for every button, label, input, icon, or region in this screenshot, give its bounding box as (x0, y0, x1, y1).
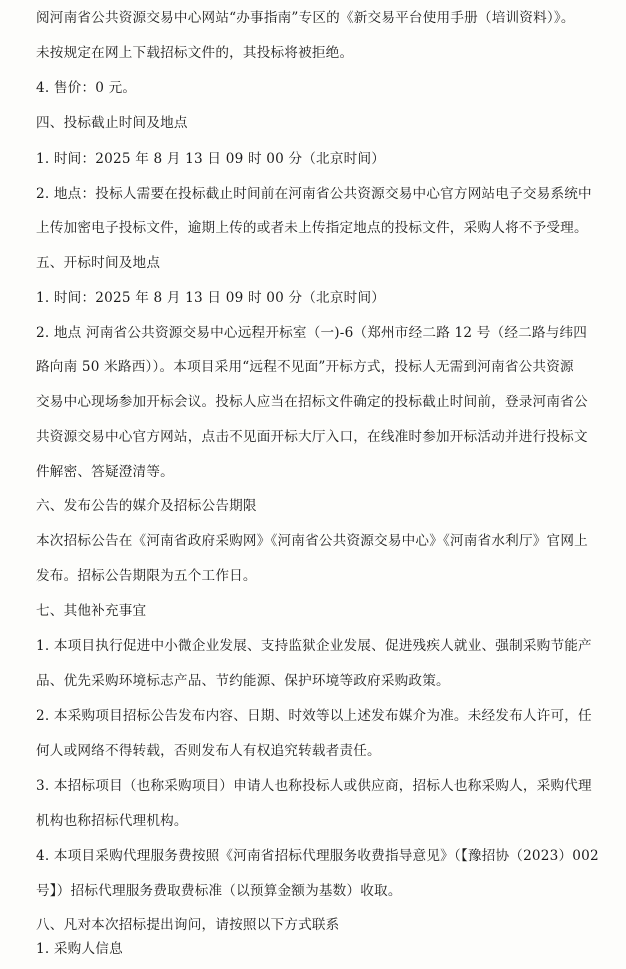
text-line: 发布。招标公告期限为五个工作日。 (36, 568, 257, 584)
text-line: 共资源交易中心官方网站，点击不见面开标大厅入口，在线准时参加开标活动并进行投标文 (36, 429, 588, 445)
text-line: 4. 售价：0 元。 (36, 80, 137, 96)
section-heading: 六、发布公告的媒介及招标公告期限 (36, 498, 257, 514)
text-line: 1. 本项目执行促进中小微企业发展、支持监狱企业发展、促进残疾人就业、强制采购节能产 (36, 638, 592, 654)
text-line: 3. 本招标项目（也称采购项目）申请人也称投标人或供应商，招标人也称采购人，采购代理 (36, 778, 592, 794)
section-heading: 四、投标截止时间及地点 (36, 115, 188, 131)
text-line: 4. 本项目采购代理服务费按照《河南省招标代理服务收费指导意见》（【豫招协（2023）002 (36, 848, 599, 864)
text-line: 件解密、答疑澄清等。 (36, 464, 174, 480)
text-line: 1. 采购人信息 (36, 941, 123, 957)
text-line: 2. 地点 河南省公共资源交易中心远程开标室（一)-6（郑州市经二路 12 号（经二路与纬四 (36, 325, 588, 341)
text-line: 路向南 50 米路西））。本项目采用“远程不见面”开标方式，投标人无需到河南省公共资源 (36, 359, 574, 375)
text-line: 本次招标公告在《河南省政府采购网》《河南省公共资源交易中心》《河南省水利厅》官网上 (36, 533, 588, 549)
text-line: 交易中心现场参加开标会议。投标人应当在招标文件确定的投标截止时间前，登录河南省公 (36, 394, 588, 410)
text-line: 机构也称招标代理机构。 (36, 813, 188, 829)
section-heading: 七、其他补充事宜 (36, 603, 147, 619)
text-line: 1. 时间：2025 年 8 月 13 日 09 时 00 分（北京时间） (36, 151, 386, 167)
text-line: 何人或网络不得转载，否则发布人有权追究转载者责任。 (36, 743, 381, 759)
text-line: 阅河南省公共资源交易中心网站“办事指南”专区的《新交易平台使用手册（培训资料）》。 (36, 10, 575, 26)
text-line: 品、优先采购环境标志产品、节约能源、保护环境等政府采购政策。 (36, 673, 450, 689)
text-line: 2. 本采购项目招标公告发布内容、日期、时效等以上述发布媒介为准。未经发布人许可，任 (36, 708, 592, 724)
text-line: 未按规定在网上下载招标文件的，其投标将被拒绝。 (36, 45, 354, 61)
text-line: 号】）招标代理服务费取费标准（以预算金额为基数）收取。 (36, 883, 402, 899)
text-line: 上传加密电子投标文件，逾期上传的或者未上传指定地点的投标文件，采购人将不予受理。 (36, 220, 588, 236)
section-heading: 八、凡对本次招标提出询问，请按照以下方式联系 (36, 917, 340, 933)
text-line: 2. 地点：投标人需要在投标截止时间前在河南省公共资源交易中心官方网站电子交易系统中 (36, 186, 592, 202)
section-heading: 五、开标时间及地点 (36, 255, 161, 271)
text-line: 1. 时间：2025 年 8 月 13 日 09 时 00 分（北京时间） (36, 290, 386, 306)
